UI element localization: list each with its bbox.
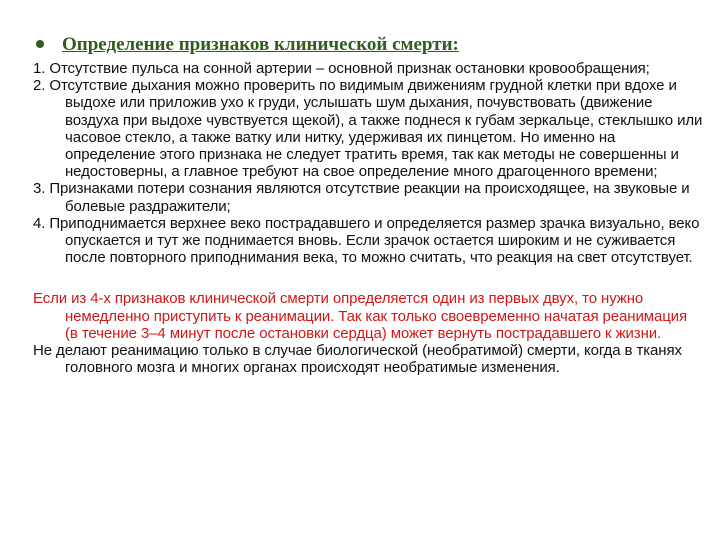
list-item-consciousness: 3. Признаками потери сознания являются отсутствие реакции на происходящее, на звуковые и болевые раздражители; bbox=[33, 180, 690, 215]
exception-note: Не делают реанимацию только в случае биологической (необратимой) смерти, когда в тканях головного мозга и многих органах происходят необратимые изменения. bbox=[33, 342, 682, 377]
slide-body bbox=[33, 60, 703, 376]
bullet-icon bbox=[36, 40, 44, 48]
list-item-breathing: 2. Отсутствие дыхания можно проверить по видимым движениям грудной клетки при вдохе и выдохе или приложив ухо к груди, услышать шум дыхания, почувствовать (движение воздуха при выдохе чувствуется щекой), а также поднеся к губам зеркальце, стеклышко или часовое стекло, а также ватку или нитку, удерживая их пинцетом. Но именно на определение этого признака не следует тратить время, так как методы не совершенны и недостоверны, а главное требуют на свое определение много драгоценного времени; bbox=[33, 77, 703, 181]
list-item-pupil: 4. Приподнимается верхнее веко пострадавшего и определяется размер зрачка визуально, веко опускается и тут же поднимается вновь. Если зрачок остается широким и не суживается после повторного приподнимания века, то можно считать, что реакция на свет отсутствует. bbox=[33, 214, 700, 267]
slide-title bbox=[36, 34, 459, 56]
spacer bbox=[33, 266, 703, 290]
slide-title-text: Определение признаков клинической смерти: bbox=[62, 34, 459, 55]
warning-note: Если из 4-х признаков клинической смерти определяется один из первых двух, то нужно немедленно приступить к реанимации. Так как только своевременно начатая реанимация (в течение 3–4 минут после остановки сердца) может вернуть пострадавшего к жизни. bbox=[33, 290, 687, 342]
list-item-pulse: 1. Отсутствие пульса на сонной артерии – основной признак остановки кровообращения; bbox=[33, 60, 650, 77]
